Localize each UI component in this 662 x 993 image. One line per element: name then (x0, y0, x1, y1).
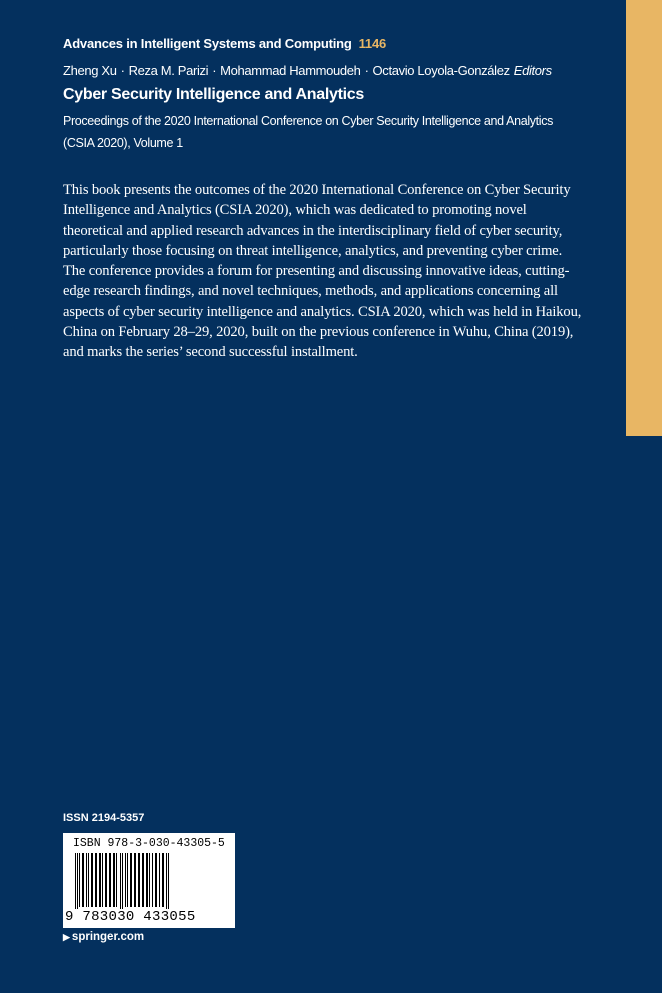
editor-separator: · (212, 63, 217, 78)
barcode-bar (134, 853, 136, 907)
editor-name: Zheng Xu (63, 63, 117, 78)
barcode-bar (122, 853, 123, 915)
barcode-bar (75, 853, 76, 915)
series-name: Advances in Intelligent Systems and Computing (63, 36, 352, 51)
triangle-right-icon: ▶ (63, 932, 70, 942)
barcode-bar (130, 853, 132, 907)
barcode-bar (142, 853, 144, 907)
barcode (63, 833, 235, 928)
editor-separator: · (120, 63, 125, 78)
ean-number: 9 783030 433055 (65, 909, 196, 925)
editor-name: Mohammad Hammoudeh (220, 63, 361, 78)
series-line (63, 36, 386, 51)
barcode-bar (155, 853, 157, 907)
book-subtitle: Proceedings of the 2020 International Conference on Cyber Security Intelligence and Analytics (CSIA 2020), Volume 1 (63, 114, 553, 150)
barcode-bar (95, 853, 97, 907)
barcode-bar (116, 853, 117, 907)
barcode-bar (146, 853, 148, 907)
barcode-bar (162, 853, 164, 907)
editors-line (63, 63, 552, 78)
barcode-bar (77, 853, 78, 915)
barcode-bar (120, 853, 121, 915)
editor-name: Reza M. Parizi (128, 63, 209, 78)
barcode-bar (91, 853, 93, 907)
publisher-link[interactable] (63, 931, 144, 943)
barcode-bar (166, 853, 167, 915)
barcode-bar (113, 853, 115, 907)
barcode-bar (99, 853, 101, 907)
book-title: Cyber Security Intelligence and Analytics (63, 86, 364, 103)
issn-label: ISSN 2194-5357 (63, 812, 145, 824)
barcode-bar (86, 853, 87, 907)
barcode-bar (127, 853, 128, 907)
barcode-bar (125, 853, 126, 907)
barcode-bar (159, 853, 160, 907)
barcode-bar (152, 853, 153, 907)
barcode-bar (102, 853, 103, 907)
editor-separator: · (364, 63, 369, 78)
barcode-bar (105, 853, 107, 907)
barcode-bar (82, 853, 84, 907)
barcode-bar (138, 853, 140, 907)
publisher-url: springer.com (71, 931, 145, 943)
series-volume: 1146 (358, 36, 387, 51)
barcode-bar (109, 853, 111, 907)
spine-accent-stripe (626, 0, 662, 436)
book-description: This book presents the outcomes of the 2020 International Conference on Cyber Security Intelligence and Analytics (CSIA 2020), which was dedicated to promoting novel theoretical and applied research advances in the interdisciplinary field of cyber security, particularly those focusing on threat intelligence, analytics, and preventing cyber crime. The conference provides a forum for presenting and discussing innovative ideas, cutting-edge research findings, and novel techniques, methods, and applications concerning all aspects of cyber security intelligence and analytics. CSIA 2020, which was held in Haikou, China on February 28–29, 2020, built on the previous conference in Wuhu, China (2019), and marks the series’ second successful installment. (63, 182, 582, 361)
editors-role: Editors (513, 63, 552, 78)
barcode-bars (73, 853, 225, 915)
barcode-bar (88, 853, 89, 907)
barcode-bar (79, 853, 80, 907)
barcode-bar (168, 853, 169, 915)
isbn-label: ISBN 978-3-030-43305-5 (73, 837, 225, 850)
barcode-bar (149, 853, 150, 907)
editor-name: Octavio Loyola-González (372, 63, 510, 78)
